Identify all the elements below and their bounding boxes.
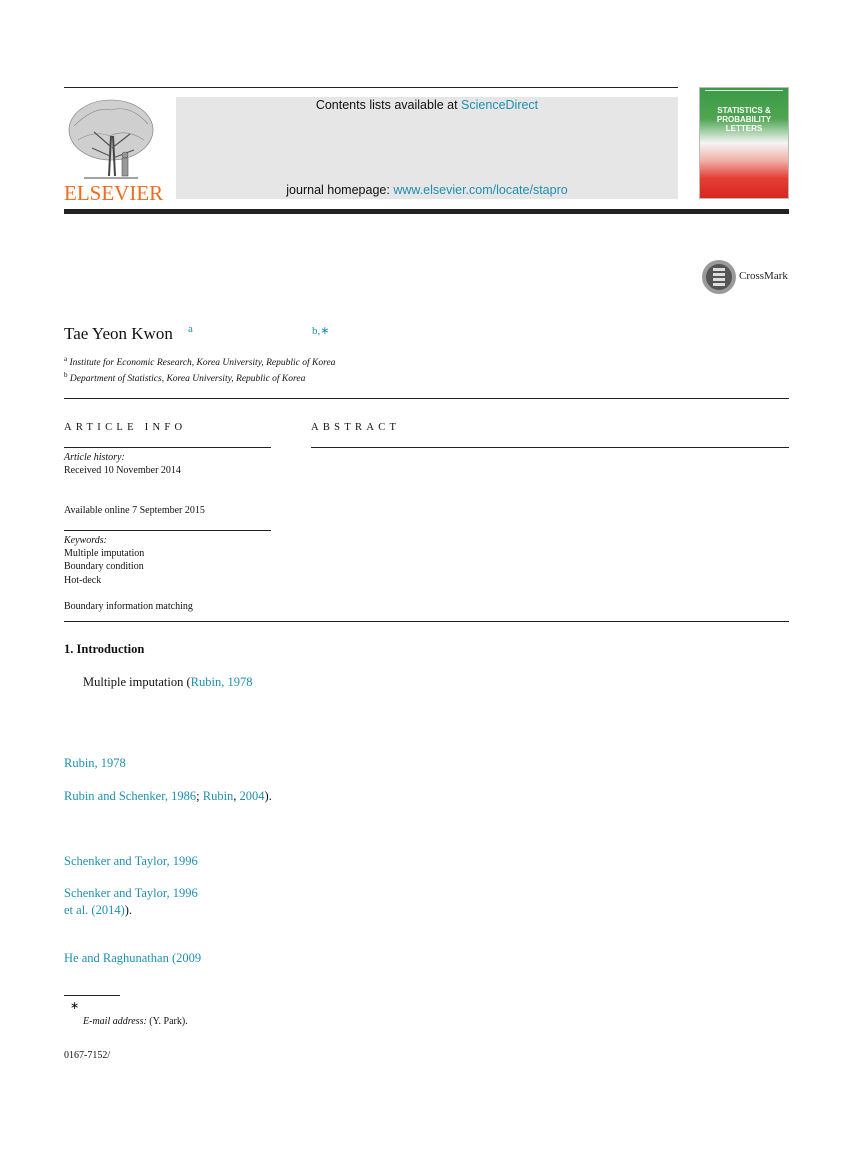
keyword-item: Hot-deck [64, 575, 102, 586]
article-history-label: Article history: [64, 452, 125, 463]
available-online-date: Available online 7 September 2015 [64, 505, 205, 516]
article-info-rule [64, 447, 271, 448]
citation-link[interactable]: Rubin, 1978 [190, 675, 253, 689]
email-value: (Y. Park). [146, 1016, 188, 1027]
journal-cover[interactable] [699, 87, 789, 199]
citation-close: ). [124, 903, 133, 917]
author-name: Tae Yeon Kwon [64, 324, 173, 343]
citation-line [64, 903, 132, 918]
citation-link[interactable]: Rubin, 1978 [64, 756, 126, 770]
crossmark-icon[interactable] [701, 259, 737, 295]
crossmark-label[interactable]: CrossMark [739, 270, 788, 282]
citation-link[interactable]: Rubin and Schenker, 1986 [64, 789, 197, 803]
keyword-item: Boundary information matching [64, 601, 193, 612]
author-affiliation-mark-b[interactable]: b,∗ [312, 325, 330, 337]
affiliation-text: Department of Statistics, Korea University, Republic of Korea [69, 374, 306, 385]
citation-line [64, 789, 272, 804]
homepage-prefix: journal homepage: [286, 183, 394, 197]
sciencedirect-link[interactable]: ScienceDirect [461, 98, 539, 112]
cover-top-line [705, 90, 783, 94]
homepage-line [176, 183, 678, 197]
received-date: Received 10 November 2014 [64, 465, 181, 476]
front-matter-end-rule [64, 621, 789, 622]
keywords-label: Keywords: [64, 535, 107, 546]
keyword-item: Multiple imputation [64, 548, 145, 559]
affiliation-mark: b [64, 371, 68, 379]
affiliation-b [64, 371, 305, 384]
citation-separator: ; [196, 789, 203, 803]
email-label: E-mail address: [83, 1016, 147, 1027]
journal-cover-title: STATISTICS & PROBABILITY LETTERS [716, 106, 772, 133]
article-info-heading: ARTICLE INFO [64, 422, 187, 433]
footnote-rule [64, 995, 120, 996]
header-top-rule [64, 87, 678, 88]
intro-first-line [83, 675, 252, 690]
citation-close: ). [264, 789, 272, 803]
footnote-email-line [83, 1016, 188, 1027]
author-affiliation-mark-a[interactable]: a [188, 323, 193, 335]
header-bottom-rule [64, 209, 789, 214]
citation-link[interactable]: Schenker and Taylor, 1996 [64, 854, 198, 868]
citation-link[interactable]: Schenker and Taylor, 1996 [64, 886, 198, 900]
abstract-rule [311, 447, 789, 448]
affiliation-a [64, 355, 335, 368]
intro-text: Multiple imputation ( [83, 675, 191, 689]
citation-link[interactable]: Rubin [202, 789, 234, 803]
contents-line [176, 98, 678, 112]
contents-prefix: Contents lists available at [315, 98, 462, 112]
citation-link[interactable]: He and Raghunathan (2009 [64, 951, 202, 965]
journal-homepage-link[interactable]: www.elsevier.com/locate/stapro [393, 183, 568, 197]
publisher-name: ELSEVIER [64, 181, 164, 205]
abstract-heading: ABSTRACT [311, 422, 401, 433]
citation-separator: , [233, 789, 240, 803]
keyword-item: Boundary condition [64, 561, 144, 572]
footnote-star: ∗ [70, 1000, 80, 1012]
issn: 0167-7152/ [64, 1050, 111, 1061]
affiliation-text: Institute for Economic Research, Korea University, Republic of Korea [69, 358, 336, 369]
affiliation-mark: a [64, 355, 68, 363]
citation-link[interactable]: et al. (2014) [64, 903, 125, 917]
keywords-rule [64, 530, 271, 531]
front-matter-rule [64, 398, 789, 399]
citation-link[interactable]: 2004 [239, 789, 265, 803]
section-title-introduction: 1. Introduction [64, 642, 145, 656]
